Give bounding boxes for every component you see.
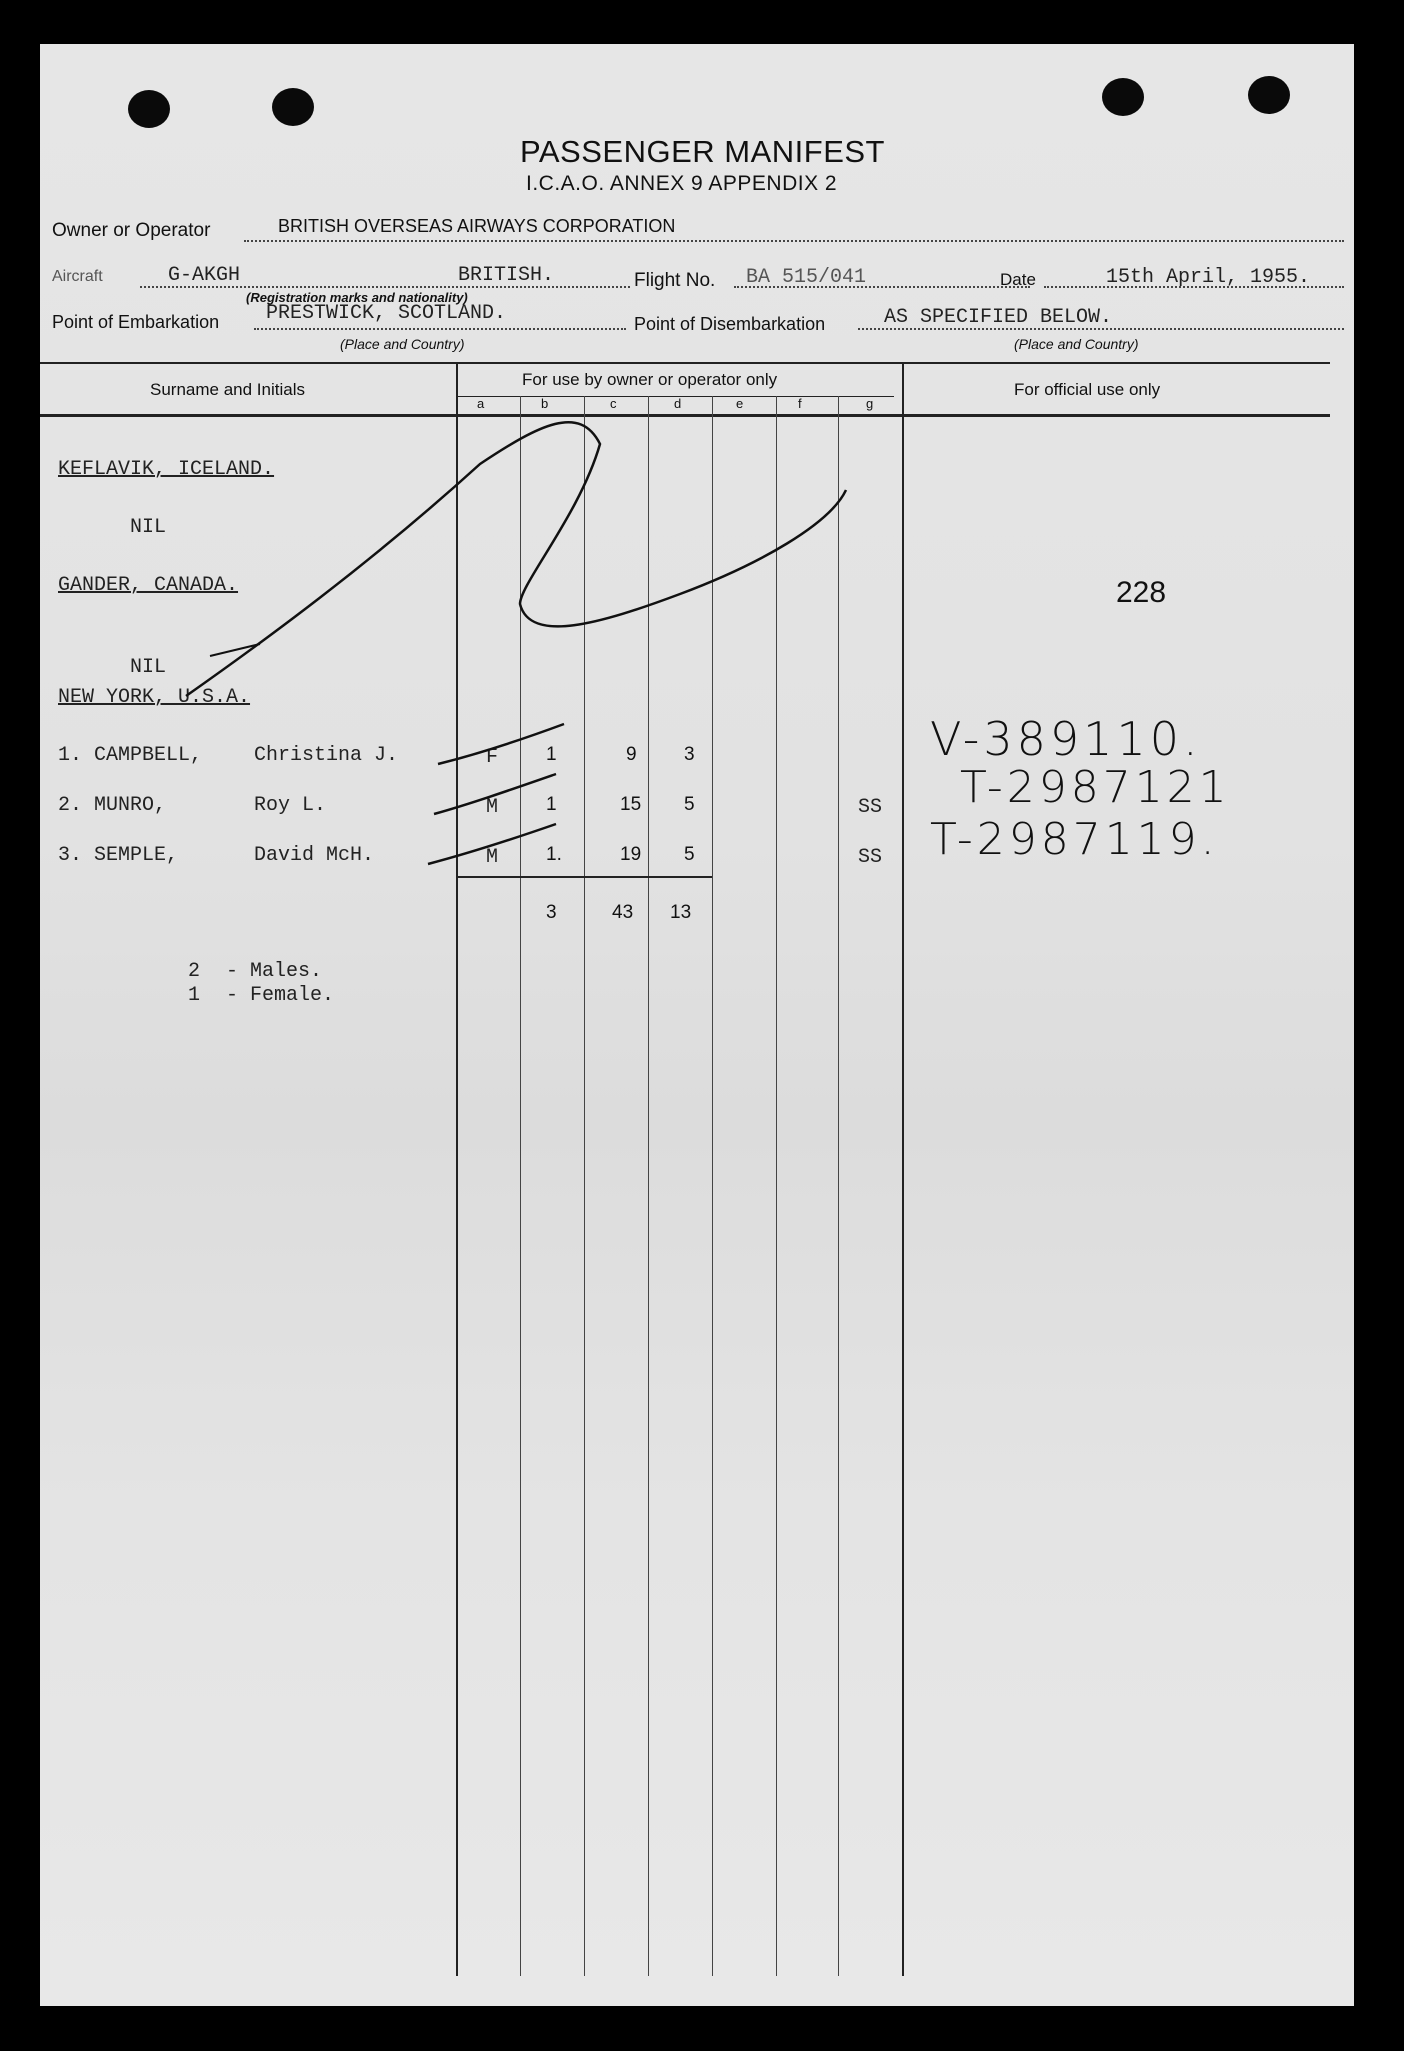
passenger-c: 15 <box>620 794 642 815</box>
embarkation-value: PRESTWICK, SCOTLAND. <box>266 302 507 325</box>
disembarkation-value: AS SPECIFIED BELOW. <box>884 306 1113 329</box>
col-official-header: For official use only <box>1014 380 1161 399</box>
place-note-left: (Place and Country) <box>340 336 465 352</box>
section-keflavik: KEFLAVIK, ICELAND. <box>58 458 275 481</box>
flight-value: BA 515/041 <box>746 266 867 289</box>
passenger-sex: M <box>486 846 499 869</box>
passenger-given: Roy L. <box>254 794 327 817</box>
subcol-a: a <box>477 396 485 411</box>
page-subtitle: I.C.A.O. ANNEX 9 APPENDIX 2 <box>526 172 838 195</box>
passenger-surname: 3. SEMPLE, <box>58 844 179 867</box>
page-title: PASSENGER MANIFEST <box>520 134 885 169</box>
passenger-d: 3 <box>684 744 695 765</box>
passenger-surname: 2. MUNRO, <box>58 794 167 817</box>
passenger-given: Christina J. <box>254 744 399 767</box>
subcol-e: e <box>736 396 744 411</box>
passenger-official-number: V-389110. <box>930 712 1202 766</box>
section-nil-1: NIL <box>130 516 167 539</box>
female-label: - Female. <box>226 984 335 1007</box>
passenger-b: 1. <box>546 844 562 865</box>
passenger-b: 1 <box>546 794 557 815</box>
subcol-d: d <box>674 396 682 411</box>
males-count: 2 <box>188 960 201 983</box>
col-surname-header: Surname and Initials <box>150 380 305 399</box>
owner-value: BRITISH OVERSEAS AIRWAYS CORPORATION <box>278 216 676 236</box>
female-count: 1 <box>188 984 201 1007</box>
passenger-official-number: T-2987119. <box>930 814 1219 865</box>
owner-label: Owner or Operator <box>52 220 211 241</box>
section-gander: GANDER, CANADA. <box>58 574 239 597</box>
subcol-b: b <box>541 396 549 411</box>
passenger-given: David McH. <box>254 844 375 867</box>
aircraft-value: G-AKGH <box>168 264 241 287</box>
subcol-f: f <box>798 396 802 411</box>
total-d: 13 <box>670 902 692 923</box>
passenger-b: 1 <box>546 744 557 765</box>
males-label: - Males. <box>226 960 323 983</box>
manifest-sheet <box>40 44 1354 2006</box>
pen-scribble <box>40 44 1354 2006</box>
passenger-c: 19 <box>620 844 642 865</box>
total-b: 3 <box>546 902 557 923</box>
date-value: 15th April, 1955. <box>1106 266 1311 289</box>
official-number: 228 <box>1116 576 1167 609</box>
passenger-d: 5 <box>684 794 695 815</box>
passenger-sex: F <box>486 746 499 769</box>
section-nil-2: NIL <box>130 656 167 679</box>
registration-note: (Registration marks and nationality) <box>246 290 468 305</box>
passenger-official-number: T-2987121 <box>960 762 1231 813</box>
aircraft-label: Aircraft <box>52 268 103 285</box>
date-label: Date <box>1000 270 1036 289</box>
nationality-value: BRITISH. <box>458 264 555 287</box>
section-newyork: NEW YORK, U.S.A. <box>58 686 251 709</box>
subcol-g: g <box>866 396 874 411</box>
passenger-d: 5 <box>684 844 695 865</box>
flight-label: Flight No. <box>634 270 716 291</box>
passenger-sex: M <box>486 796 499 819</box>
col-operator-header: For use by owner or operator only <box>522 370 778 389</box>
total-c: 43 <box>612 902 634 923</box>
passenger-c: 9 <box>626 744 637 765</box>
passenger-g: SS <box>858 796 883 819</box>
passenger-surname: 1. CAMPBELL, <box>58 744 203 767</box>
passenger-g: SS <box>858 846 883 869</box>
disembarkation-label: Point of Disembarkation <box>634 314 826 334</box>
embarkation-label: Point of Embarkation <box>52 312 220 332</box>
place-note-right: (Place and Country) <box>1014 336 1139 352</box>
subcol-c: c <box>610 396 617 411</box>
